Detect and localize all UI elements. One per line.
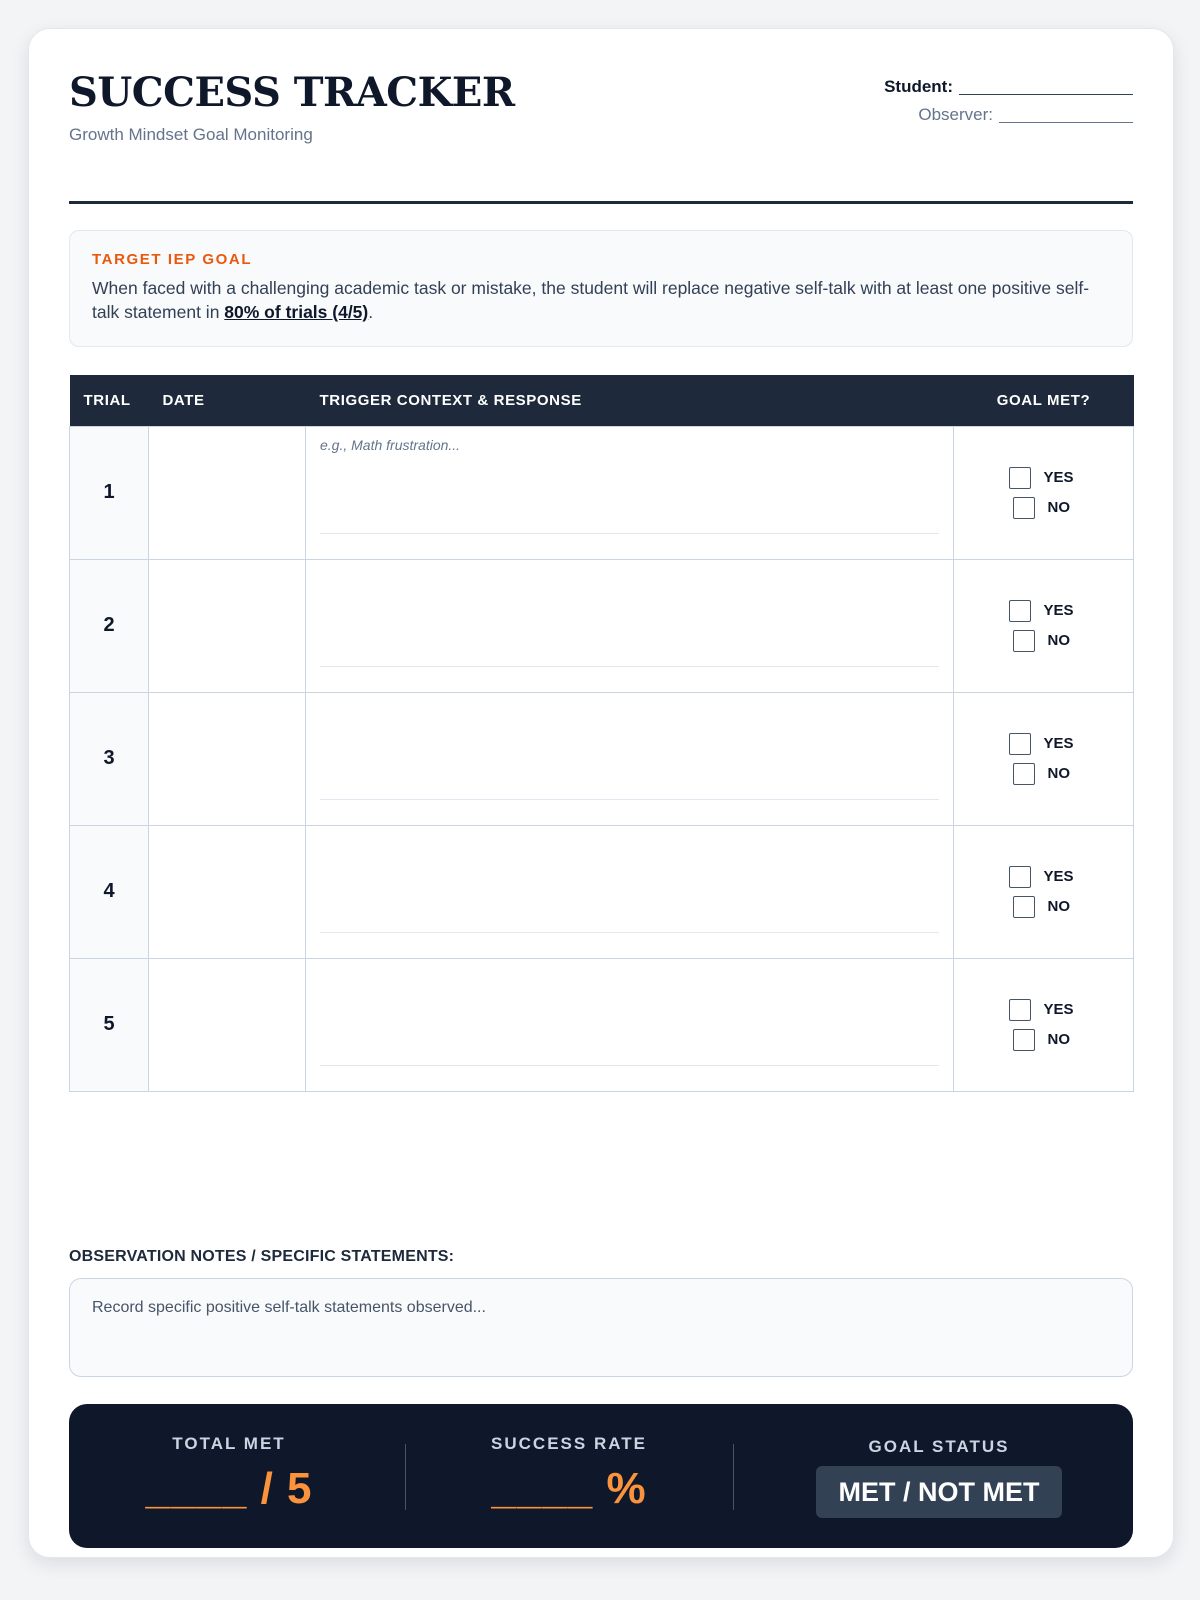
table-row xyxy=(70,559,1134,692)
no-option[interactable] xyxy=(1009,626,1079,656)
notes-placeholder: Record specific positive self-talk statements observed... xyxy=(92,1299,486,1316)
page-title: SUCCESS TRACKER xyxy=(69,69,515,116)
response-line xyxy=(320,932,939,933)
no-checkbox[interactable] xyxy=(1013,497,1035,519)
date-cell[interactable] xyxy=(149,559,306,692)
yes-label: YES xyxy=(1043,1001,1074,1018)
yes-checkbox[interactable] xyxy=(1009,467,1031,489)
yes-option[interactable] xyxy=(1009,463,1079,493)
yes-checkbox[interactable] xyxy=(1009,600,1031,622)
total-met-value[interactable]: ____ / 5 xyxy=(145,1464,313,1513)
yes-option[interactable] xyxy=(1009,729,1079,759)
date-cell[interactable] xyxy=(149,825,306,958)
table-row xyxy=(70,692,1134,825)
table-header-row xyxy=(70,375,1134,426)
goal-met-cell xyxy=(954,426,1134,559)
no-label: NO xyxy=(1047,1031,1070,1048)
page-subtitle: Growth Mindset Goal Monitoring xyxy=(69,125,313,144)
no-checkbox[interactable] xyxy=(1013,630,1035,652)
table-row xyxy=(70,426,1134,559)
table-row xyxy=(70,825,1134,958)
summary-divider xyxy=(733,1444,734,1510)
yes-checkbox[interactable] xyxy=(1009,999,1031,1021)
response-hint: e.g., Math frustration... xyxy=(320,436,461,453)
summary-bar xyxy=(69,1404,1133,1548)
goal-text-main: When faced with a challenging academic task or mistake, the student will replace negative self-talk with at least one positive self-talk statement in xyxy=(92,278,1090,322)
response-line xyxy=(320,799,939,800)
trial-number: 5 xyxy=(70,958,149,1091)
notes-label: OBSERVATION NOTES / SPECIFIC STATEMENTS: xyxy=(69,1248,455,1265)
trial-number: 1 xyxy=(70,426,149,559)
response-cell[interactable] xyxy=(306,559,954,692)
response-cell[interactable] xyxy=(306,692,954,825)
no-label: NO xyxy=(1047,765,1070,782)
header-meta xyxy=(884,73,1133,129)
goal-target-emphasis: 80% of trials (4/5) xyxy=(224,302,369,322)
goal-status-label: GOAL STATUS xyxy=(868,1437,1010,1456)
response-cell[interactable] xyxy=(306,958,954,1091)
iep-goal-box xyxy=(69,230,1133,347)
no-option[interactable] xyxy=(1009,1025,1079,1055)
yes-option[interactable] xyxy=(1009,596,1079,626)
success-rate-stat xyxy=(449,1404,689,1548)
yes-option[interactable] xyxy=(1009,862,1079,892)
goal-label: TARGET IEP GOAL xyxy=(92,251,253,268)
goal-text-end: . xyxy=(368,302,374,322)
response-line xyxy=(320,666,939,667)
no-checkbox[interactable] xyxy=(1013,763,1035,785)
yes-label: YES xyxy=(1043,868,1074,885)
yes-label: YES xyxy=(1043,469,1074,486)
no-option[interactable] xyxy=(1009,493,1079,523)
goal-status-stat xyxy=(789,1404,1089,1548)
yes-option[interactable] xyxy=(1009,995,1079,1025)
no-label: NO xyxy=(1047,632,1070,649)
observer-row xyxy=(884,101,1133,129)
trial-number: 3 xyxy=(70,692,149,825)
yes-checkbox[interactable] xyxy=(1009,866,1031,888)
yes-label: YES xyxy=(1043,602,1074,619)
yes-label: YES xyxy=(1043,735,1074,752)
no-checkbox[interactable] xyxy=(1013,1029,1035,1051)
no-option[interactable] xyxy=(1009,759,1079,789)
notes-field[interactable] xyxy=(69,1278,1133,1377)
date-cell[interactable] xyxy=(149,426,306,559)
goal-status-badge[interactable]: MET / NOT MET xyxy=(816,1466,1062,1518)
no-checkbox[interactable] xyxy=(1013,896,1035,918)
trial-number: 4 xyxy=(70,825,149,958)
yes-checkbox[interactable] xyxy=(1009,733,1031,755)
success-rate-value[interactable]: ____ % xyxy=(491,1464,647,1513)
trial-number: 2 xyxy=(70,559,149,692)
observer-name-field[interactable] xyxy=(999,122,1133,123)
response-cell[interactable] xyxy=(306,426,954,559)
goal-met-cell xyxy=(954,825,1134,958)
column-header-context: TRIGGER CONTEXT & RESPONSE xyxy=(306,375,954,426)
table-row xyxy=(70,958,1134,1091)
date-cell[interactable] xyxy=(149,958,306,1091)
goal-text xyxy=(92,276,1110,324)
total-met-stat xyxy=(109,1404,349,1548)
no-option[interactable] xyxy=(1009,892,1079,922)
column-header-trial: TRIAL xyxy=(70,375,149,426)
date-cell[interactable] xyxy=(149,692,306,825)
summary-divider xyxy=(405,1444,406,1510)
column-header-goal-met: GOAL MET? xyxy=(954,375,1134,426)
student-row xyxy=(884,73,1133,101)
sheet-header xyxy=(69,29,1133,204)
total-met-label: TOTAL MET xyxy=(172,1434,286,1453)
goal-met-cell xyxy=(954,958,1134,1091)
response-line xyxy=(320,533,939,534)
goal-met-cell xyxy=(954,559,1134,692)
tracker-sheet xyxy=(28,28,1174,1558)
student-label: Student: xyxy=(884,77,953,96)
goal-met-cell xyxy=(954,692,1134,825)
student-name-field[interactable] xyxy=(959,94,1133,95)
no-label: NO xyxy=(1047,499,1070,516)
column-header-date: DATE xyxy=(149,375,306,426)
success-rate-label: SUCCESS RATE xyxy=(491,1434,647,1453)
trial-table xyxy=(69,375,1134,1092)
observer-label: Observer: xyxy=(918,105,993,124)
response-line xyxy=(320,1065,939,1066)
no-label: NO xyxy=(1047,898,1070,915)
response-cell[interactable] xyxy=(306,825,954,958)
